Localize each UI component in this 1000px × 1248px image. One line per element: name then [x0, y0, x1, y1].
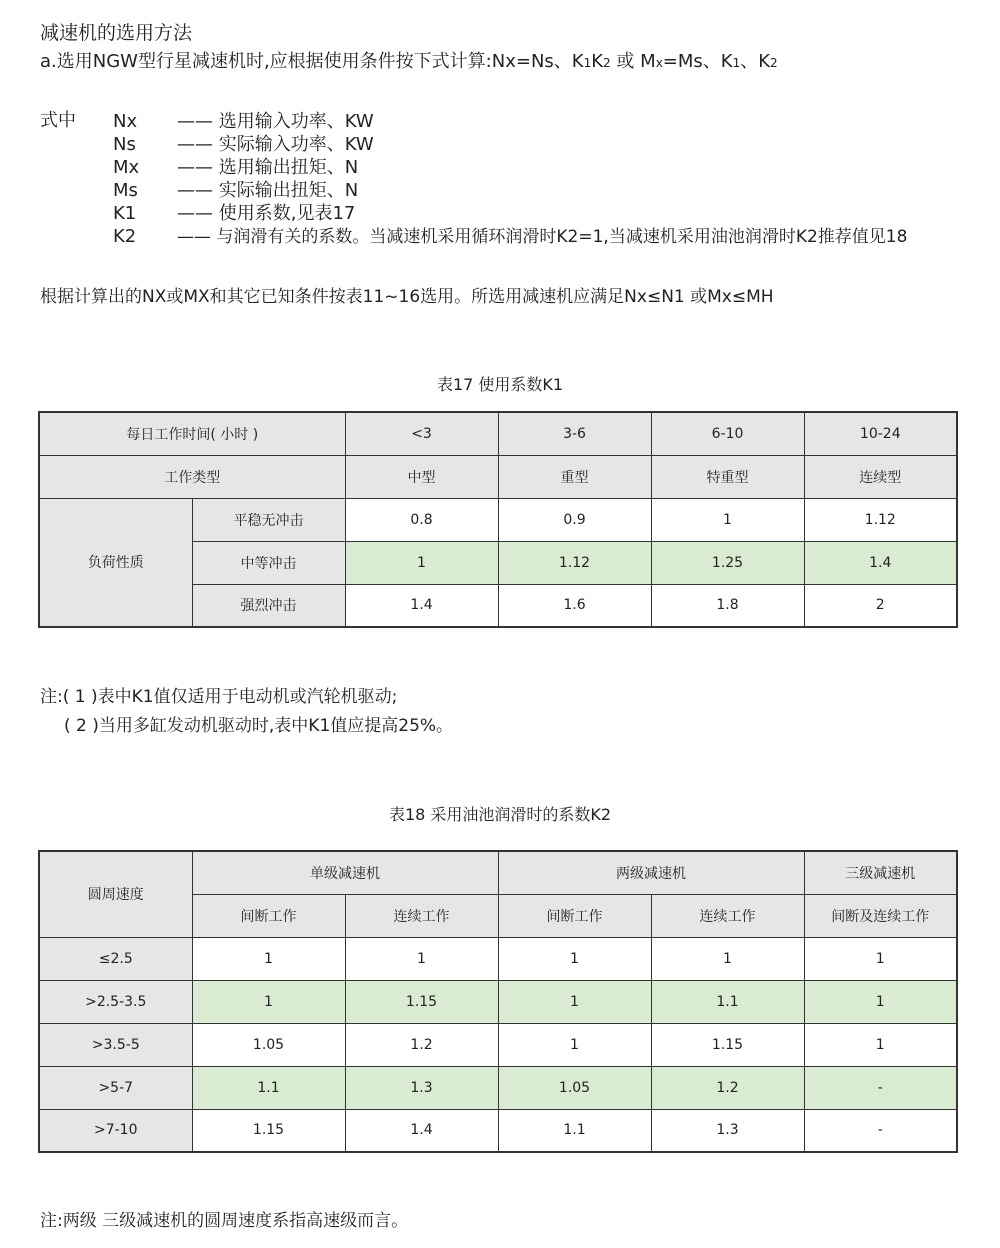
row-label: >7-10 [39, 1109, 192, 1152]
hours-cell: <3 [345, 412, 498, 455]
row-label: >2.5-3.5 [39, 980, 192, 1023]
table-cell: 1 [804, 937, 957, 980]
table-cell: 1 [345, 937, 498, 980]
definitions-label: 式中 [40, 110, 76, 131]
speed-header: 圆周速度 [39, 851, 192, 937]
definition-item: K2 —— 与润滑有关的系数。当减速机采用循环润滑时K2=1,当减速机采用油池润滑时K2推荐值见18 [113, 226, 908, 247]
definition-item: Ns —— 实际输入功率、KW [113, 134, 374, 155]
table-cell: 1 [345, 541, 498, 584]
type-cell: 中型 [345, 455, 498, 498]
formula-line: a.选用NGW型行星减速机时,应根据使用条件按下式计算:Nx=Ns、K1K2 或 Mx=Ms、K1、K2 [40, 51, 778, 72]
type-cell: 重型 [498, 455, 651, 498]
table-cell: 1.8 [651, 584, 804, 627]
table17 [38, 411, 958, 628]
table-cell: 1.1 [651, 980, 804, 1023]
table-cell: 1 [804, 1023, 957, 1066]
group-header: 两级减速机 [498, 851, 804, 894]
table-cell: 1 [192, 980, 345, 1023]
table-cell: 1.25 [651, 541, 804, 584]
page-title: 减速机的选用方法 [40, 22, 193, 44]
table-cell: 1.15 [651, 1023, 804, 1066]
table-cell: 2 [804, 584, 957, 627]
note-line-2: ( 2 )当用多缸发动机驱动时,表中K1值应提高25%。 [64, 716, 454, 736]
table-cell: 1.12 [498, 541, 651, 584]
table-cell: 1 [192, 937, 345, 980]
type-cell: 连续型 [804, 455, 957, 498]
table-cell: 1.6 [498, 584, 651, 627]
table-cell: 1.2 [345, 1023, 498, 1066]
table-cell: 1.1 [192, 1066, 345, 1109]
table-cell: 1.15 [345, 980, 498, 1023]
sub-header: 间断工作 [498, 894, 651, 937]
table-cell: 1.1 [498, 1109, 651, 1152]
definition-item: Ms —— 实际输出扭矩、N [113, 180, 359, 201]
definition-item: K1 —— 使用系数,见表17 [113, 203, 356, 224]
table-cell: 1.12 [804, 498, 957, 541]
table-cell: 1.3 [345, 1066, 498, 1109]
table-cell: 1 [498, 980, 651, 1023]
table-cell: 0.9 [498, 498, 651, 541]
table17-caption: 表17 使用系数K1 [436, 375, 564, 394]
row-label: 平稳无冲击 [192, 498, 345, 541]
table-cell: 1.4 [345, 584, 498, 627]
sub-header: 连续工作 [345, 894, 498, 937]
group-header: 三级减速机 [804, 851, 957, 894]
hours-header: 每日工作时间( 小时 ) [39, 412, 345, 455]
table18-caption: 表18 采用油池润滑时的系数K2 [388, 805, 612, 824]
selection-note: 根据计算出的NX或MX和其它已知条件按表11~16选用。所选用减速机应满足Nx≤N1 或Mx≤MH [40, 287, 774, 307]
table-cell: 1.4 [804, 541, 957, 584]
sub-header: 间断工作 [192, 894, 345, 937]
row-label: 中等冲击 [192, 541, 345, 584]
type-header: 工作类型 [39, 455, 345, 498]
table-cell: 1 [498, 937, 651, 980]
table-cell: 0.8 [345, 498, 498, 541]
table-cell: 1 [498, 1023, 651, 1066]
table-cell: 1.4 [345, 1109, 498, 1152]
hours-cell: 3-6 [498, 412, 651, 455]
table-cell: 1 [651, 498, 804, 541]
footer-note: 注:两级 三级减速机的圆周速度系指高速级而言。 [40, 1211, 409, 1231]
table-cell: - [804, 1109, 957, 1152]
load-header: 负荷性质 [39, 498, 192, 627]
group-header: 单级减速机 [192, 851, 498, 894]
table-cell: 1.05 [498, 1066, 651, 1109]
table-cell: 1 [651, 937, 804, 980]
row-label: >3.5-5 [39, 1023, 192, 1066]
row-label: ≤2.5 [39, 937, 192, 980]
table-cell: 1.3 [651, 1109, 804, 1152]
table-cell: 1.15 [192, 1109, 345, 1152]
table-cell: 1.05 [192, 1023, 345, 1066]
row-label: 强烈冲击 [192, 584, 345, 627]
table-cell: 1 [804, 980, 957, 1023]
table18 [38, 850, 958, 1153]
definition-item: Mx —— 选用输出扭矩、N [113, 157, 359, 178]
row-label: >5-7 [39, 1066, 192, 1109]
sub-header: 间断及连续工作 [804, 894, 957, 937]
type-cell: 特重型 [651, 455, 804, 498]
table-cell: - [804, 1066, 957, 1109]
hours-cell: 10-24 [804, 412, 957, 455]
definition-item: Nx —— 选用输入功率、KW [113, 111, 374, 132]
note-line-1: 注:( 1 )表中K1值仅适用于电动机或汽轮机驱动; [40, 687, 398, 707]
sub-header: 连续工作 [651, 894, 804, 937]
table-cell: 1.2 [651, 1066, 804, 1109]
hours-cell: 6-10 [651, 412, 804, 455]
